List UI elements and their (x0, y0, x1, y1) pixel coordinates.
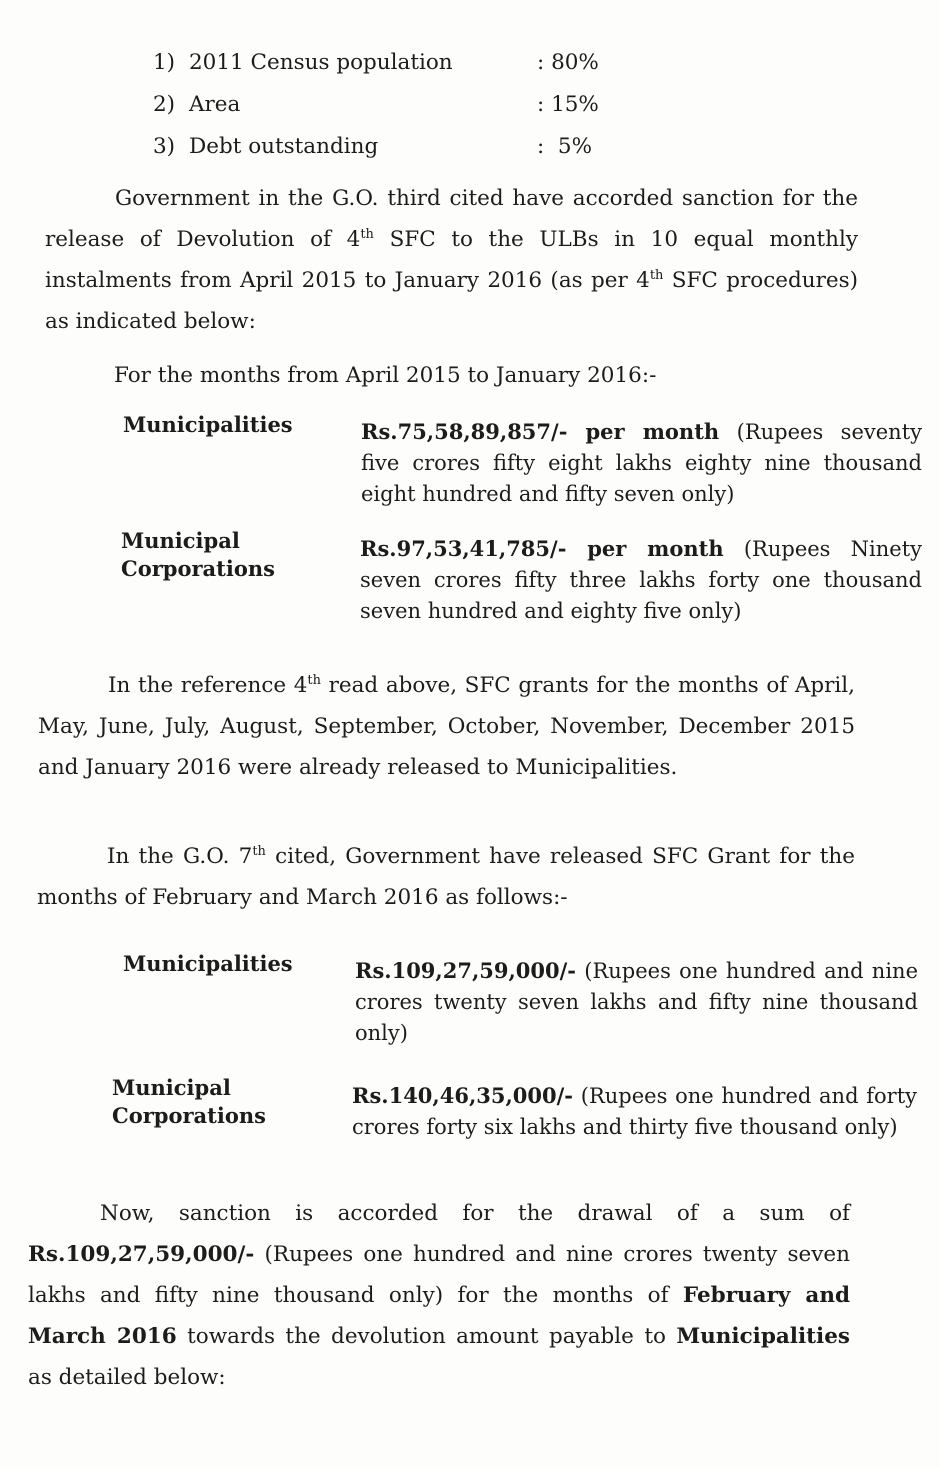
list-item (153, 84, 617, 126)
item-value: : 15% (537, 92, 599, 117)
amount-municipalities-monthly: Rs.75,58,89,857/- per month (Rupees seventy five crores fifty eight lakhs eighty nine thousand eight hundred and fifty seven only) (361, 419, 923, 506)
item-value: : 5% (537, 134, 593, 159)
criteria-list (153, 42, 617, 168)
months-line: For the months from April 2015 to January 2016:- (114, 363, 657, 388)
item-number: 3) (153, 134, 176, 159)
paragraph-sanction: Government in the G.O. third cited have accorded sanction for the release of Devolution of 4th SFC to the ULBs in 10 equal monthly instalments from April 2015 to January 2016 (as per 4th SFC procedures) as indicated below: (45, 186, 859, 334)
amount-corporations-feb-mar: Rs.140,46,35,000/- (Rupees one hundred and forty crores forty six lakhs and thirty five thousand only) (352, 1083, 917, 1139)
item-number: 1) (153, 50, 176, 75)
item-label: Debt outstanding (189, 134, 379, 159)
label-municipal-corporations: Municipal Corporations (112, 1075, 266, 1128)
amount-corporations-monthly: Rs.97,53,41,785/- per month (Rupees Ninety seven crores fifty three lakhs forty one thousand seven hundred and eighty five only) (360, 536, 922, 623)
item-label: 2011 Census population (189, 50, 453, 75)
label-municipal-corporations: Municipal Corporations (121, 528, 275, 581)
list-item (153, 126, 617, 168)
item-label: Area (189, 92, 241, 117)
paragraph-go-cited: In the G.O. 7th cited, Government have released SFC Grant for the months of February and March 2016 as follows:- (37, 843, 855, 910)
label-municipalities: Municipalities (123, 951, 293, 976)
paragraph-drawal-sanction: Now, sanction is accorded for the drawal of a sum of Rs.109,27,59,000/- (Rupees one hundred and nine crores twenty seven lakhs and fifty nine thousand only) for the months of February and March 2016 towards the devolution amount payable to Municipalities as detailed below: (28, 1201, 851, 1390)
amount-municipalities-feb-mar: Rs.109,27,59,000/- (Rupees one hundred and nine crores twenty seven lakhs and fifty nine thousand only) (355, 958, 918, 1045)
item-number: 2) (153, 92, 176, 117)
paragraph-reference: In the reference 4th read above, SFC grants for the months of April, May, June, July, August, September, October, November, December 2015 and January 2016 were already released to Municipalities. (38, 672, 855, 780)
list-item (153, 42, 617, 84)
item-value: : 80% (537, 50, 599, 75)
label-municipalities: Municipalities (123, 412, 293, 437)
